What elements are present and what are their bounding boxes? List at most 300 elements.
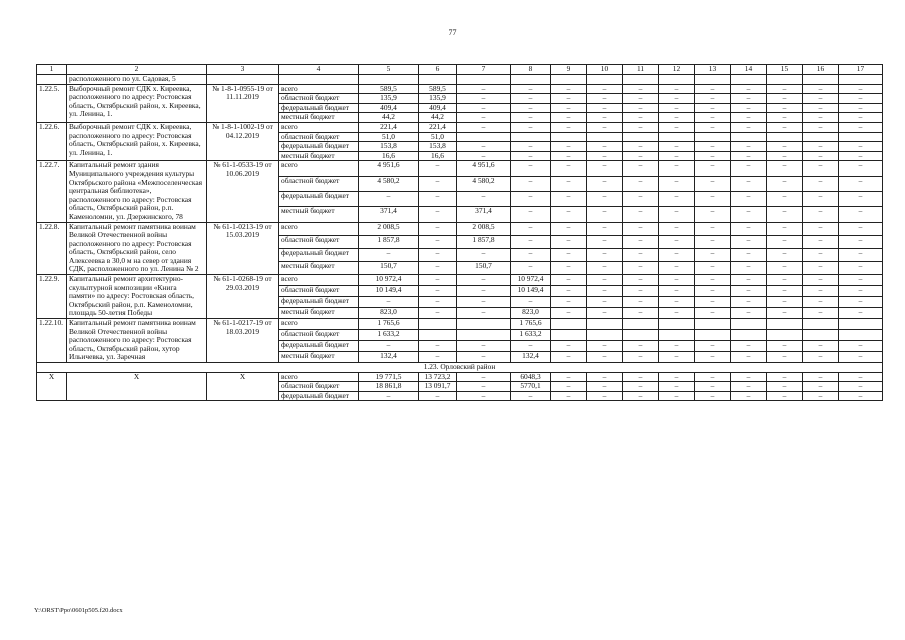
value-col-15: – (767, 297, 803, 308)
value-col-10: – (587, 308, 623, 319)
value-col-7: 1 857,8 (457, 235, 511, 248)
column-number: 8 (511, 65, 551, 75)
value-col-6: – (419, 191, 457, 206)
value-col-13: – (695, 113, 731, 123)
value-col-10 (587, 319, 623, 330)
object-name: Выборочный ремонт СДК х. Киреевка, расположенного по адресу: Ростовская область, Октябрьский район, х. Киреевка, ул. Ленина, 1. (67, 84, 207, 122)
value-col-15: – (767, 113, 803, 123)
value-col-8: – (511, 222, 551, 235)
value-col-11: – (623, 176, 659, 191)
value-col-8: 132,4 (511, 351, 551, 362)
value-col-12: – (659, 372, 695, 382)
value-col-17: – (839, 275, 883, 286)
value-col-8: – (511, 113, 551, 123)
value-col-9: – (551, 297, 587, 308)
funding-source: местный бюджет (279, 113, 359, 123)
value-col-9: – (551, 275, 587, 286)
value-col-5: 823,0 (359, 308, 419, 319)
value-col-7: – (457, 297, 511, 308)
value-col-5: – (359, 391, 419, 401)
approval-document: № 61-1-0217-19 от 18.03.2019 (207, 319, 279, 363)
funding-source: местный бюджет (279, 261, 359, 274)
column-number: 13 (695, 65, 731, 75)
column-number: 14 (731, 65, 767, 75)
value-col-17: – (839, 235, 883, 248)
value-col-5: – (359, 341, 419, 352)
value-col-13: – (695, 176, 731, 191)
value-col-11: – (623, 308, 659, 319)
value-col-17: – (839, 84, 883, 94)
value-col-9: – (551, 248, 587, 261)
continuation-row (37, 75, 883, 85)
value-col-6: 16,6 (419, 151, 457, 161)
value-col-11: – (623, 122, 659, 132)
value-col-10: – (587, 142, 623, 152)
column-number: 7 (457, 65, 511, 75)
value-col-16: – (803, 308, 839, 319)
value-col-16: – (803, 222, 839, 235)
value-col-10: – (587, 151, 623, 161)
value-col-16: – (803, 286, 839, 297)
funding-table (36, 64, 883, 401)
value-col-16: – (803, 382, 839, 392)
object-name: Выборочный ремонт СДК х. Киреевка, расположенного по адресу: Ростовская область, Октябрьский район, х. Киреевка, ул. Ленина, 1. (67, 122, 207, 160)
column-number: 11 (623, 65, 659, 75)
value-col-9: – (551, 261, 587, 274)
value-col-14: – (731, 372, 767, 382)
value-col-6: 51,0 (419, 132, 457, 142)
value-col-11: – (623, 286, 659, 297)
value-col-16: – (803, 248, 839, 261)
value-col-15 (767, 330, 803, 341)
value-col-7: – (457, 248, 511, 261)
column-number: 3 (207, 65, 279, 75)
value-col-16: – (803, 341, 839, 352)
value-col-11: – (623, 94, 659, 104)
funding-source: федеральный бюджет (279, 391, 359, 401)
funding-source: всего (279, 84, 359, 94)
value-col-5: 221,4 (359, 122, 419, 132)
funding-source: областной бюджет (279, 94, 359, 104)
value-col-17: – (839, 248, 883, 261)
value-col-11 (623, 132, 659, 142)
value-col-8: 1 765,6 (511, 319, 551, 330)
value-col-15: – (767, 372, 803, 382)
value-col-13: – (695, 248, 731, 261)
value-col-7: 4 580,2 (457, 176, 511, 191)
value-col-8: – (511, 142, 551, 152)
summary-col-3: Х (207, 372, 279, 401)
value-col-15: – (767, 261, 803, 274)
value-col-12: – (659, 176, 695, 191)
value-col-12: – (659, 341, 695, 352)
value-col-11: – (623, 113, 659, 123)
value-col-14: – (731, 308, 767, 319)
entry-code: 1.22.9. (37, 275, 67, 319)
value-col-12: – (659, 113, 695, 123)
value-col-8: – (511, 297, 551, 308)
value-col-14: – (731, 161, 767, 176)
value-col-6: 409,4 (419, 103, 457, 113)
value-col-10: – (587, 372, 623, 382)
value-col-12: – (659, 235, 695, 248)
funding-source: федеральный бюджет (279, 142, 359, 152)
value-col-14: – (731, 341, 767, 352)
value-col-15: – (767, 142, 803, 152)
value-col-17: – (839, 94, 883, 104)
summary-col-1: Х (37, 372, 67, 401)
value-col-16: – (803, 142, 839, 152)
value-col-8: 1 633,2 (511, 330, 551, 341)
code-cell (37, 75, 67, 85)
value-col-5: 1 765,6 (359, 319, 419, 330)
value-col-12: – (659, 391, 695, 401)
value-col-8: 5770,1 (511, 382, 551, 392)
value-col-14 (731, 319, 767, 330)
value-col-5: 589,5 (359, 84, 419, 94)
funding-source: федеральный бюджет (279, 191, 359, 206)
funding-source: местный бюджет (279, 351, 359, 362)
value-col-12: – (659, 308, 695, 319)
value-col-13: – (695, 391, 731, 401)
value-col-9: – (551, 308, 587, 319)
value-cell (623, 75, 659, 85)
value-col-15 (767, 132, 803, 142)
value-col-11: – (623, 151, 659, 161)
value-col-12: – (659, 222, 695, 235)
value-col-7: – (457, 191, 511, 206)
value-col-5: 4 951,6 (359, 161, 419, 176)
value-col-5: 18 861,8 (359, 382, 419, 392)
entry-row (37, 319, 883, 330)
value-col-8: 10 149,4 (511, 286, 551, 297)
value-col-17: – (839, 382, 883, 392)
column-number: 15 (767, 65, 803, 75)
value-col-7: – (457, 122, 511, 132)
value-col-7: – (457, 113, 511, 123)
value-col-9: – (551, 341, 587, 352)
value-col-14: – (731, 113, 767, 123)
value-col-12: – (659, 286, 695, 297)
value-col-5: 409,4 (359, 103, 419, 113)
entry-row (37, 161, 883, 176)
column-number: 10 (587, 65, 623, 75)
value-col-17: – (839, 391, 883, 401)
value-col-6: – (419, 176, 457, 191)
value-col-13: – (695, 122, 731, 132)
value-col-17: – (839, 297, 883, 308)
value-col-11: – (623, 351, 659, 362)
value-col-12: – (659, 248, 695, 261)
value-col-16: – (803, 351, 839, 362)
value-col-5: 2 008,5 (359, 222, 419, 235)
value-col-11: – (623, 248, 659, 261)
value-col-13 (695, 330, 731, 341)
value-cell (511, 75, 551, 85)
value-col-9: – (551, 351, 587, 362)
value-col-16: – (803, 161, 839, 176)
value-col-8: 10 972,4 (511, 275, 551, 286)
column-number: 1 (37, 65, 67, 75)
value-col-5: 135,9 (359, 94, 419, 104)
value-col-13: – (695, 161, 731, 176)
value-col-11: – (623, 382, 659, 392)
value-col-8: – (511, 248, 551, 261)
column-number: 2 (67, 65, 207, 75)
value-col-13: – (695, 235, 731, 248)
value-col-16 (803, 319, 839, 330)
value-col-10: – (587, 275, 623, 286)
value-col-10: – (587, 248, 623, 261)
value-col-15: – (767, 122, 803, 132)
value-col-5: 153,8 (359, 142, 419, 152)
value-col-13: – (695, 351, 731, 362)
value-col-6: – (419, 235, 457, 248)
value-col-10 (587, 330, 623, 341)
value-col-12: – (659, 161, 695, 176)
column-number: 6 (419, 65, 457, 75)
value-col-7: – (457, 142, 511, 152)
value-col-11: – (623, 391, 659, 401)
entry-code: 1.22.7. (37, 161, 67, 222)
value-col-7: 4 951,6 (457, 161, 511, 176)
value-cell (587, 75, 623, 85)
value-col-6: 135,9 (419, 94, 457, 104)
value-col-7: – (457, 372, 511, 382)
value-col-14: – (731, 382, 767, 392)
value-col-10: – (587, 382, 623, 392)
value-col-12: – (659, 351, 695, 362)
value-col-8: – (511, 94, 551, 104)
value-col-6: – (419, 297, 457, 308)
value-col-16: – (803, 275, 839, 286)
column-number-row (37, 65, 883, 75)
value-col-15: – (767, 207, 803, 222)
value-col-16: – (803, 297, 839, 308)
funding-source: областной бюджет (279, 330, 359, 341)
page-number: 77 (448, 28, 457, 37)
value-col-15: – (767, 94, 803, 104)
value-col-13: – (695, 222, 731, 235)
value-col-6: – (419, 222, 457, 235)
value-cell (767, 75, 803, 85)
value-col-8: – (511, 122, 551, 132)
funding-source: всего (279, 275, 359, 286)
object-name: Капитальный ремонт архитектурно-скульптурной композиции «Книга памяти» по адресу: Ростовская область, Октябрьский район, р.п. Каменоломни, площадь 50-летия Победы (67, 275, 207, 319)
value-col-9: – (551, 191, 587, 206)
funding-source: всего (279, 222, 359, 235)
value-col-7 (457, 330, 511, 341)
value-col-12 (659, 132, 695, 142)
value-col-9: – (551, 151, 587, 161)
value-cell (839, 75, 883, 85)
value-col-15: – (767, 351, 803, 362)
value-col-11: – (623, 372, 659, 382)
value-col-13: – (695, 191, 731, 206)
value-col-15: – (767, 275, 803, 286)
value-col-17 (839, 319, 883, 330)
value-col-10 (587, 132, 623, 142)
value-col-5: 51,0 (359, 132, 419, 142)
section-title-row (37, 363, 883, 373)
value-col-15: – (767, 248, 803, 261)
value-col-10: – (587, 261, 623, 274)
value-col-7: – (457, 275, 511, 286)
value-col-6: – (419, 286, 457, 297)
source-cell (279, 75, 359, 85)
value-col-9: – (551, 286, 587, 297)
funding-source: местный бюджет (279, 308, 359, 319)
value-col-9: – (551, 142, 587, 152)
value-col-13: – (695, 308, 731, 319)
entry-code: 1.22.8. (37, 222, 67, 275)
value-col-6: – (419, 308, 457, 319)
value-col-6 (419, 319, 457, 330)
value-col-8: – (511, 207, 551, 222)
value-col-9: – (551, 122, 587, 132)
value-col-17: – (839, 207, 883, 222)
value-col-6: – (419, 391, 457, 401)
value-col-16: – (803, 94, 839, 104)
object-name-cell: расположенного по ул. Садовая, 5 (67, 75, 207, 85)
value-col-15: – (767, 341, 803, 352)
value-col-16: – (803, 151, 839, 161)
value-col-10: – (587, 113, 623, 123)
value-col-14: – (731, 151, 767, 161)
value-col-16: – (803, 261, 839, 274)
value-col-11: – (623, 297, 659, 308)
value-col-14: – (731, 94, 767, 104)
value-col-13: – (695, 297, 731, 308)
approval-document: № 61-1-0268-19 от 29.03.2019 (207, 275, 279, 319)
value-col-17: – (839, 113, 883, 123)
value-cell (695, 75, 731, 85)
value-col-13 (695, 132, 731, 142)
value-col-13: – (695, 341, 731, 352)
value-col-7: – (457, 103, 511, 113)
value-col-12: – (659, 151, 695, 161)
value-cell (359, 75, 419, 85)
value-col-15: – (767, 235, 803, 248)
approval-document: № 61-1-0213-19 от 15.03.2019 (207, 222, 279, 275)
value-cell (551, 75, 587, 85)
value-col-14: – (731, 84, 767, 94)
value-col-11: – (623, 191, 659, 206)
column-number: 17 (839, 65, 883, 75)
value-col-10: – (587, 286, 623, 297)
funding-source: федеральный бюджет (279, 297, 359, 308)
value-col-12: – (659, 297, 695, 308)
value-col-9: – (551, 103, 587, 113)
value-col-10: – (587, 191, 623, 206)
value-col-15: – (767, 161, 803, 176)
value-col-10: – (587, 122, 623, 132)
value-col-13: – (695, 261, 731, 274)
value-col-14 (731, 132, 767, 142)
value-col-9: – (551, 382, 587, 392)
value-col-14: – (731, 191, 767, 206)
object-name: Капитальный ремонт памятника воинам Великой Отечественной войны расположенного по адресу: Ростовская область, Октябрьский район, село Алексеевка в 30,0 м на север от здания СДК, расположенного по ул. Ленина № 2 (67, 222, 207, 275)
value-col-17: – (839, 161, 883, 176)
value-col-15: – (767, 151, 803, 161)
value-col-6: 221,4 (419, 122, 457, 132)
value-col-8: – (511, 161, 551, 176)
funding-source: всего (279, 161, 359, 176)
value-col-8: – (511, 261, 551, 274)
value-col-12: – (659, 382, 695, 392)
value-cell (457, 75, 511, 85)
value-col-14: – (731, 297, 767, 308)
value-col-16: – (803, 391, 839, 401)
value-col-12: – (659, 103, 695, 113)
entry-code: 1.22.10. (37, 319, 67, 363)
value-cell (659, 75, 695, 85)
value-col-12: – (659, 207, 695, 222)
value-col-11: – (623, 207, 659, 222)
value-col-8 (511, 132, 551, 142)
value-cell (803, 75, 839, 85)
value-col-11: – (623, 222, 659, 235)
value-col-11: – (623, 84, 659, 94)
value-col-5: 371,4 (359, 207, 419, 222)
section-title: 1.23. Орловский район (37, 363, 883, 373)
value-col-17: – (839, 176, 883, 191)
value-col-11: – (623, 235, 659, 248)
value-col-12: – (659, 191, 695, 206)
value-col-16: – (803, 176, 839, 191)
value-col-7: – (457, 94, 511, 104)
value-col-17: – (839, 341, 883, 352)
value-col-6: 589,5 (419, 84, 457, 94)
value-col-10: – (587, 222, 623, 235)
value-col-12: – (659, 122, 695, 132)
value-col-10: – (587, 94, 623, 104)
value-col-17: – (839, 122, 883, 132)
value-col-5: 10 972,4 (359, 275, 419, 286)
value-col-9: – (551, 207, 587, 222)
value-col-14 (731, 330, 767, 341)
value-col-17: – (839, 372, 883, 382)
value-col-5: 1 633,2 (359, 330, 419, 341)
value-col-15 (767, 319, 803, 330)
value-col-7: – (457, 308, 511, 319)
object-name: Капитальный ремонт здания Муниципального учреждения культуры Октябрьского района «Межпоселенческая центральная библиотека», расположенного по адресу: Ростовская область, Октябрьский район, р.п. Каменоломни, ул. Дзержинского, 78 (67, 161, 207, 222)
value-col-16: – (803, 84, 839, 94)
value-col-7 (457, 319, 511, 330)
value-col-5: 10 149,4 (359, 286, 419, 297)
value-col-14: – (731, 207, 767, 222)
value-col-9 (551, 319, 587, 330)
value-col-8: 823,0 (511, 308, 551, 319)
value-col-7: 150,7 (457, 261, 511, 274)
funding-source: федеральный бюджет (279, 248, 359, 261)
value-col-8: – (511, 391, 551, 401)
value-col-12 (659, 319, 695, 330)
value-col-13: – (695, 84, 731, 94)
value-col-12 (659, 330, 695, 341)
value-col-10: – (587, 84, 623, 94)
value-col-7: 2 008,5 (457, 222, 511, 235)
value-col-5: 19 771,5 (359, 372, 419, 382)
value-col-14: – (731, 222, 767, 235)
approval-document: № 61-1-0533-19 от 10.06.2019 (207, 161, 279, 222)
value-col-13: – (695, 103, 731, 113)
value-col-15: – (767, 308, 803, 319)
value-col-10: – (587, 391, 623, 401)
column-number: 16 (803, 65, 839, 75)
value-col-6: 13 091,7 (419, 382, 457, 392)
value-col-17 (839, 330, 883, 341)
